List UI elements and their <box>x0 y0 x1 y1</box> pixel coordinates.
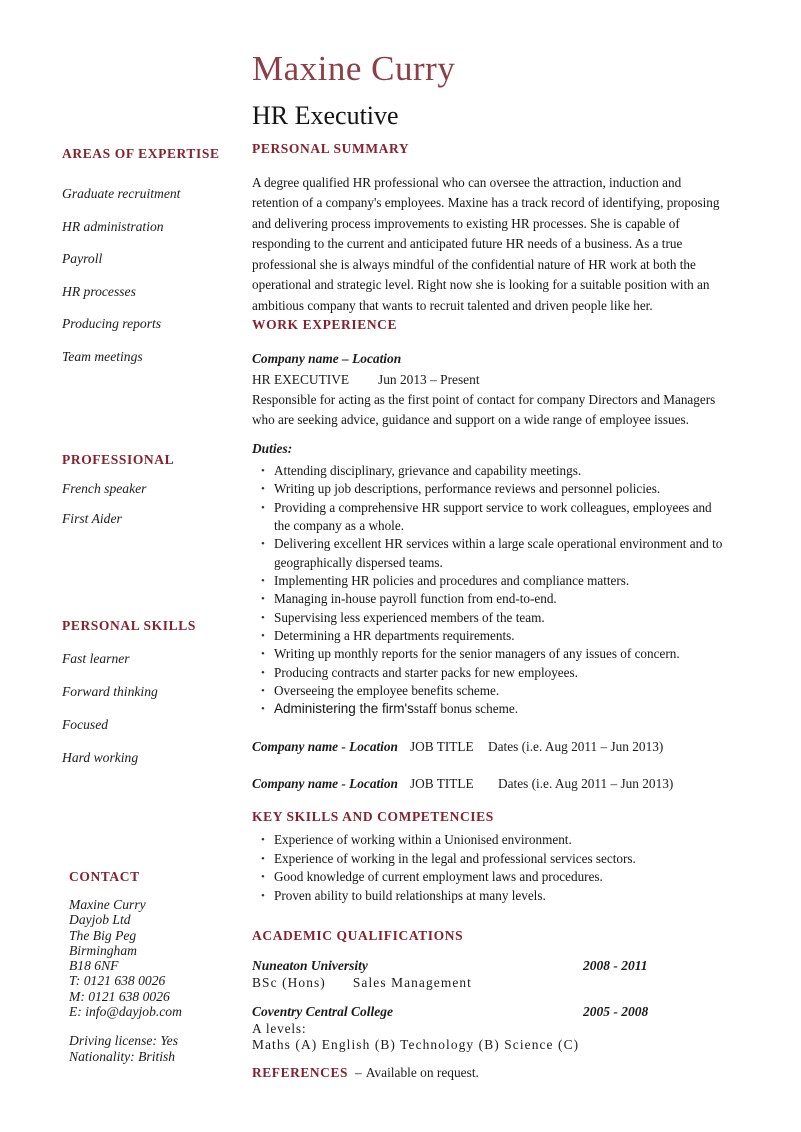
section-contact <box>69 869 249 1064</box>
degree-name: BSc (Hons) <box>252 975 326 990</box>
duty-item: • Delivering excellent HR services within a large scale operational environment and to geographically dispersed teams. <box>274 535 730 572</box>
duty-item: • Implementing HR policies and procedures and compliance matters. <box>274 572 730 590</box>
previous-job-title: JOB TITLE <box>410 776 474 791</box>
duty-item: • Supervising less experienced members of the team. <box>274 609 730 627</box>
current-employer: Company name – Location <box>252 351 402 366</box>
contact-address <box>69 897 249 1019</box>
expertise-item: HR processes <box>62 283 136 299</box>
section-professional <box>62 452 242 540</box>
duty-item: • Providing a comprehensive HR support service to work colleagues, employees and the company as a whole. <box>274 499 730 536</box>
areas-of-expertise-heading: AREAS OF EXPERTISE <box>62 146 220 161</box>
professional-list <box>62 480 242 527</box>
contact-city: Birmingham <box>69 942 137 958</box>
professional-heading: PROFESSIONAL <box>62 452 175 467</box>
professional-item: French speaker <box>62 481 147 496</box>
duty-serif-fragment: staff bonus scheme. <box>413 701 519 717</box>
expertise-item: Team meetings <box>62 348 143 364</box>
degree-line <box>252 975 724 991</box>
key-skill-item: • Experience of working within a Unionised environment. <box>274 831 730 850</box>
contact-postcode: B18 6NF <box>69 958 119 974</box>
current-job-title: HR EXECUTIVE <box>252 372 350 387</box>
work-experience-heading: WORK EXPERIENCE <box>252 317 398 332</box>
contact-details <box>69 1033 249 1064</box>
nationality: Nationality: British <box>69 1048 176 1064</box>
personal-skills-list <box>62 650 242 766</box>
contact-telephone: T: 0121 638 0026 <box>69 973 166 989</box>
section-personal-skills <box>62 618 242 782</box>
key-skills-heading: KEY SKILLS AND COMPETENCIES <box>252 809 494 824</box>
professional-item: First Aider <box>62 511 122 526</box>
university-row <box>252 958 724 974</box>
university-dates: 2008 - 2011 <box>583 958 648 973</box>
key-skill-item: • Proven ability to build relationships at many levels. <box>274 887 730 906</box>
candidate-job-title: HR Executive <box>252 101 399 130</box>
duty-item: • Attending disciplinary, grievance and capability meetings. <box>274 462 730 480</box>
personal-skill-item: Forward thinking <box>62 684 158 699</box>
personal-summary-text: A degree qualified HR professional who can oversee the attraction, induction and retention of a company's employees. Maxine has a track record of identifying, proposing and delivering process improvements to existing HR processes. She is capable of responding to the current and anticipated future HR needs of a business. As a true professional she is always mindful of the confidential nature of HR work at both the operational and strategic level. Right now she is looking for a suitable position with an ambitious company that wants to recruit talented and driven people like her. <box>252 175 720 313</box>
expertise-list <box>62 185 242 365</box>
references-line <box>252 1065 724 1081</box>
duty-sans-fragment: Administering the firm's <box>274 701 414 717</box>
personal-summary-heading: PERSONAL SUMMARY <box>252 141 410 156</box>
duty-item: • Determining a HR departments requirements. <box>274 627 730 645</box>
contact-heading: CONTACT <box>69 869 140 884</box>
previous-job-title: JOB TITLE <box>410 739 474 754</box>
references-separator: – <box>355 1065 362 1080</box>
expertise-item: Graduate recruitment <box>62 186 181 201</box>
university-name: Nuneaton University <box>252 958 368 973</box>
references-text: Available on request. <box>365 1065 479 1080</box>
key-skill-item: • Good knowledge of current employment laws and procedures. <box>274 868 730 887</box>
key-skills-list <box>252 831 730 905</box>
duties-list <box>252 462 730 719</box>
expertise-item: HR administration <box>62 218 164 234</box>
academic-qualifications-heading: ACADEMIC QUALIFICATIONS <box>252 928 464 943</box>
contact-name: Maxine Curry <box>69 897 146 912</box>
previous-job-dates: Dates (i.e. Aug 2011 – Jun 2013) <box>498 776 674 791</box>
key-skill-item: • Experience of working in the legal and professional services sectors. <box>274 850 730 869</box>
previous-job-dates: Dates (i.e. Aug 2011 – Jun 2013) <box>488 739 664 754</box>
contact-mobile: M: 0121 638 0026 <box>69 988 170 1004</box>
degree-subject: Sales Management <box>352 975 472 990</box>
contact-address-line: The Big Peg <box>69 927 137 943</box>
driving-license: Driving license: Yes <box>69 1033 178 1049</box>
personal-skill-item: Focused <box>62 717 109 732</box>
current-role-line <box>252 372 724 388</box>
a-levels-grades: Maths (A) English (B) Technology (B) Science (C) <box>252 1037 580 1052</box>
college-dates: 2005 - 2008 <box>583 1004 649 1019</box>
personal-skill-item: Hard working <box>62 750 139 765</box>
duty-item: • Producing contracts and starter packs for new employees. <box>274 664 730 682</box>
duty-item: • Managing in-house payroll function from end-to-end. <box>274 590 730 608</box>
previous-role-row <box>252 739 724 759</box>
previous-employer: Company name - Location <box>252 739 398 754</box>
current-role-description: Responsible for acting as the first point of contact for company Directors and Managers who are seeking advice, guidance and support on a wide range of employee issues. <box>252 392 716 428</box>
previous-employer: Company name - Location <box>252 776 398 791</box>
references-heading: REFERENCES <box>252 1065 349 1080</box>
college-row <box>252 1004 724 1020</box>
duty-item-mixed-font <box>274 700 730 718</box>
personal-skills-heading: PERSONAL SKILLS <box>62 618 196 633</box>
contact-email: E: info@dayjob.com <box>69 1004 182 1020</box>
personal-skill-item: Fast learner <box>62 651 130 666</box>
expertise-item: Payroll <box>62 251 103 266</box>
expertise-item: Producing reports <box>62 316 162 331</box>
duties-label: Duties: <box>252 441 293 456</box>
current-job-dates: Jun 2013 – Present <box>378 372 480 387</box>
previous-role-row <box>252 776 724 796</box>
duty-item: • Overseeing the employee benefits scheme. <box>274 682 730 700</box>
section-areas-of-expertise <box>62 146 242 380</box>
candidate-name: Maxine Curry <box>252 49 456 88</box>
college-name: Coventry Central College <box>252 1004 393 1019</box>
a-levels-label: A levels: <box>252 1021 307 1036</box>
duty-item: • Writing up job descriptions, performance reviews and personnel policies. <box>274 480 730 498</box>
contact-company: Dayjob Ltd <box>69 912 131 928</box>
duty-item: • Writing up monthly reports for the senior managers of any issues of concern. <box>274 645 730 663</box>
